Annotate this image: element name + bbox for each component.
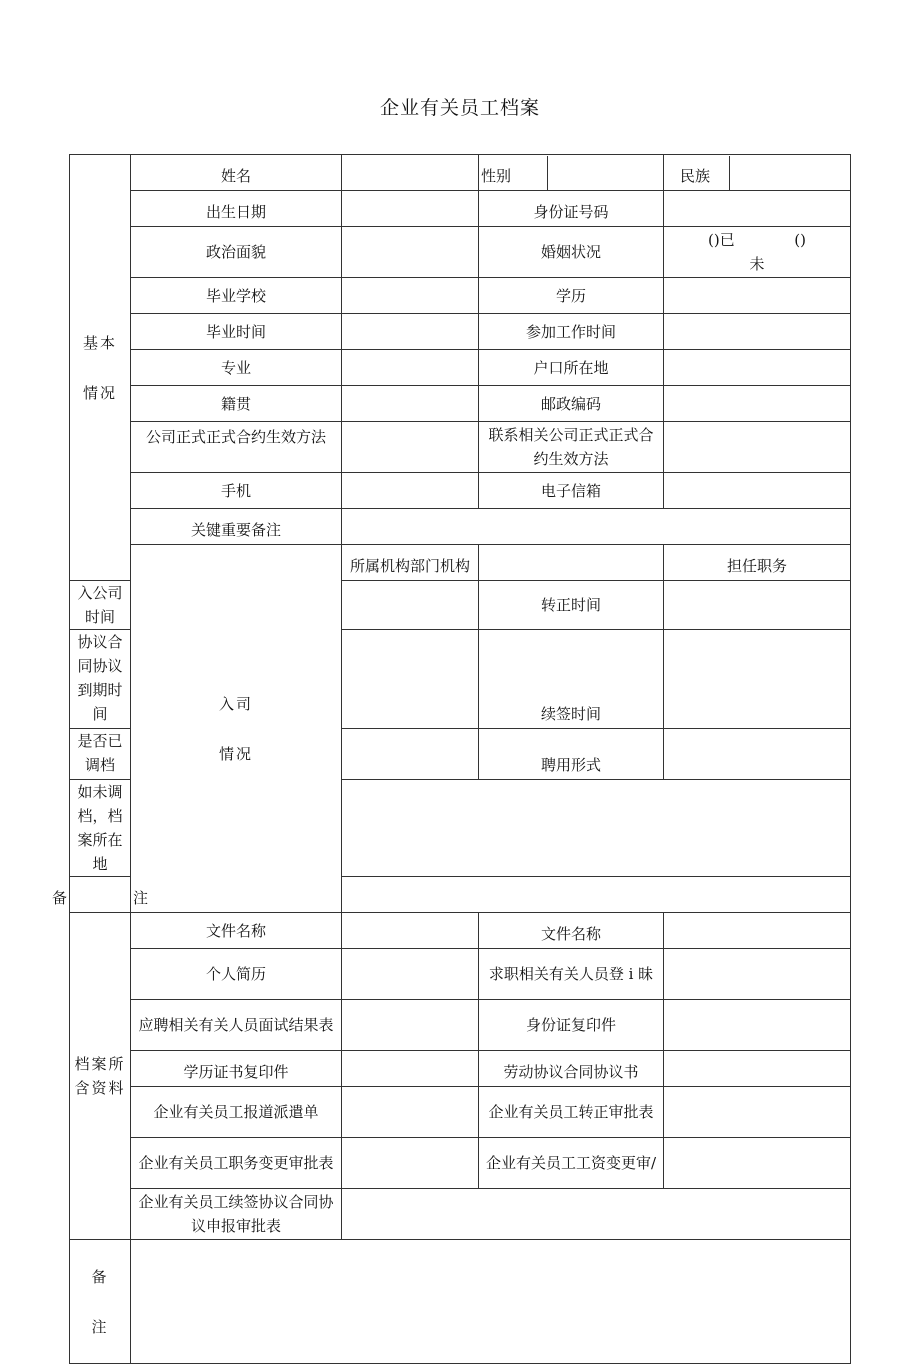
department-label: 所属机构部门机构: [342, 545, 479, 581]
section-basic-line2: 情况: [82, 383, 117, 402]
political-status-label: 政治面貌: [131, 227, 342, 278]
gender-field[interactable]: [548, 156, 663, 190]
doc-name-2-label: 文件名称: [479, 913, 664, 949]
position-label: 担任职务: [664, 545, 851, 581]
regular-time-field[interactable]: [664, 581, 851, 630]
renewal-time-label: 续签时间: [479, 630, 664, 729]
contact-method-field[interactable]: [342, 422, 479, 473]
contact-method-2-field[interactable]: [664, 422, 851, 473]
graduation-time-field[interactable]: [342, 314, 479, 350]
section-entry-label: [131, 545, 342, 913]
section-entry-line1: 入司: [218, 694, 253, 713]
id-copy-label: 身份证复印件: [479, 1000, 664, 1051]
regular-approval-field[interactable]: [664, 1087, 851, 1138]
birth-date-label: 出生日期: [131, 191, 342, 227]
interview-result-field[interactable]: [342, 1000, 479, 1051]
id-number-field[interactable]: [664, 191, 851, 227]
section-entry-line2: 情况: [218, 744, 253, 763]
job-change-field[interactable]: [342, 1138, 479, 1189]
key-notes-field[interactable]: [342, 509, 851, 545]
section-basic-line1: 基本: [82, 333, 117, 352]
salary-change-label: 企业有关员工工资变更审/: [479, 1138, 664, 1189]
ethnicity-cell: [664, 155, 851, 191]
school-label: 毕业学校: [131, 278, 342, 314]
ethnicity-label: 民族: [680, 166, 711, 185]
id-copy-field[interactable]: [664, 1000, 851, 1051]
employee-archive-table: [51, 154, 851, 1364]
doc-name-2-field[interactable]: [664, 913, 851, 949]
native-place-label: 籍贯: [131, 386, 342, 422]
graduation-time-label: 毕业时间: [131, 314, 342, 350]
resume-label: 个人简历: [131, 949, 342, 1000]
marital-status-options[interactable]: [664, 227, 851, 278]
entry-remarks-field[interactable]: [342, 877, 851, 913]
marital-option-unmarried: 未: [749, 255, 765, 273]
section-remarks-line1: 备: [91, 1267, 109, 1286]
file-location-field[interactable]: [342, 780, 851, 877]
entry-time-field[interactable]: [342, 581, 479, 630]
mobile-field[interactable]: [342, 473, 479, 509]
work-start-time-label: 参加工作时间: [479, 314, 664, 350]
renewal-time-field[interactable]: [664, 630, 851, 729]
education-field[interactable]: [664, 278, 851, 314]
education-label: 学历: [479, 278, 664, 314]
doc-name-1-field[interactable]: [342, 913, 479, 949]
interview-result-label: 应聘相关有关人员面试结果表: [131, 1000, 342, 1051]
id-number-label: 身份证号码: [479, 191, 664, 227]
diploma-copy-field[interactable]: [342, 1051, 479, 1087]
native-place-field[interactable]: [342, 386, 479, 422]
contact-method-label: 公司正式正式合约生效方法: [131, 422, 342, 473]
application-form-label: 求职相关有关人员登 i 昧: [479, 949, 664, 1000]
section-archive-line1: 档案所: [74, 1055, 126, 1073]
marital-option-married[interactable]: ()已: [708, 231, 735, 249]
marital-option-blank[interactable]: (): [794, 231, 806, 249]
section-basic-label: [70, 155, 131, 581]
file-transferred-label: 是否已调档: [70, 729, 131, 780]
contact-method-2-label: 联系相关公司正式正式合约生效方法: [479, 422, 664, 473]
name-label: 姓名: [131, 155, 342, 191]
regular-time-label: 转正时间: [479, 581, 664, 630]
diploma-copy-label: 学历证书复印件: [131, 1051, 342, 1087]
dispatch-form-field[interactable]: [342, 1087, 479, 1138]
contract-end-field[interactable]: [342, 630, 479, 729]
section-remarks-line2: 注: [91, 1317, 109, 1336]
renewal-approval-label: 企业有关员工续签协议合同协议申报审批表: [131, 1189, 342, 1240]
residence-label: 户口所在地: [479, 350, 664, 386]
key-notes-label: 关键重要备注: [131, 509, 342, 545]
employment-type-label: 聘用形式: [479, 729, 664, 780]
entry-remarks-label: [51, 877, 149, 913]
email-field[interactable]: [664, 473, 851, 509]
dispatch-form-label: 企业有关员工报道派遣单: [131, 1087, 342, 1138]
job-change-label: 企业有关员工职务变更审批表: [131, 1138, 342, 1189]
section-archive-label: [70, 913, 131, 1240]
section-remarks-label: [70, 1240, 131, 1364]
labor-contract-label: 劳动协议合同协议书: [479, 1051, 664, 1087]
section-archive-line2: 含资料: [74, 1079, 126, 1097]
postal-code-field[interactable]: [664, 386, 851, 422]
salary-change-field[interactable]: [664, 1138, 851, 1189]
postal-code-label: 邮政编码: [479, 386, 664, 422]
entry-time-label: 入公司时间: [70, 581, 131, 630]
ethnicity-field[interactable]: [730, 156, 850, 190]
gender-cell: [479, 155, 664, 191]
department-field[interactable]: [479, 545, 664, 581]
application-form-field[interactable]: [664, 949, 851, 1000]
major-field[interactable]: [342, 350, 479, 386]
entry-remarks-char1: 备: [51, 889, 67, 907]
regular-approval-label: 企业有关员工转正审批表: [479, 1087, 664, 1138]
doc-name-1-label: 文件名称: [131, 913, 342, 949]
remarks-field[interactable]: [131, 1240, 851, 1364]
school-field[interactable]: [342, 278, 479, 314]
name-field[interactable]: [342, 155, 479, 191]
residence-field[interactable]: [664, 350, 851, 386]
file-transferred-field[interactable]: [342, 729, 479, 780]
file-location-label: 如未调档，档案所在地: [70, 780, 131, 877]
page-title: 企业有关员工档案: [379, 97, 540, 119]
labor-contract-field[interactable]: [664, 1051, 851, 1087]
political-status-field[interactable]: [342, 227, 479, 278]
renewal-approval-field[interactable]: [342, 1189, 851, 1240]
major-label: 专业: [131, 350, 342, 386]
resume-field[interactable]: [342, 949, 479, 1000]
email-label: 电子信箱: [479, 473, 664, 509]
contract-end-label: 协议合同协议到期时间: [70, 630, 131, 729]
gender-label: 性别: [481, 166, 512, 185]
entry-remarks-char2: 注: [133, 889, 149, 907]
birth-date-field[interactable]: [342, 191, 479, 227]
mobile-label: 手机: [131, 473, 342, 509]
work-start-time-field[interactable]: [664, 314, 851, 350]
marital-status-label: 婚姻状况: [479, 227, 664, 278]
employment-type-field[interactable]: [664, 729, 851, 780]
